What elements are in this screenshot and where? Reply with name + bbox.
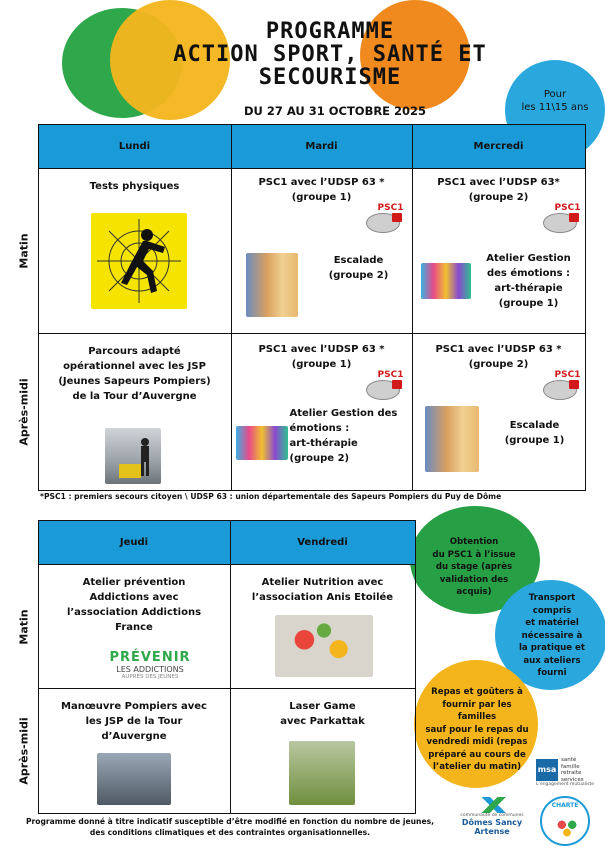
charte-label: CHARTE [551, 802, 579, 809]
day-header-mercredi: Mercredi [412, 125, 585, 169]
psc1-badge-text: PSC1 [554, 203, 581, 213]
row-label-apres-midi [10, 334, 38, 491]
mountain-icon [472, 797, 512, 813]
row-label-text: Matin [17, 608, 31, 645]
psc1-badge-icon [539, 201, 581, 237]
info-bubble-meals: Repas et goûters à fournir par les familles sauf pour le repas du vendredi midi (repas préparé au cours de l’atelier du matin) [425, 687, 529, 772]
jsp-training-image [105, 428, 161, 484]
activity-label: Atelier Nutrition avec l’association Anis Etoilée [251, 577, 394, 603]
row-label-text: Après-midi [17, 717, 31, 785]
activity-label: Laser Game avec Parkattak [280, 701, 365, 727]
activity-label: Atelier Gestion des émotions : art-thérapie (groupe 1) [486, 253, 571, 309]
disclaimer: Programme donné à titre indicatif susceptible d’être modifié en fonction du nombre de jeunes, des conditions climatiques et des contraintes organisationnelles. [25, 817, 435, 837]
laser-game-image [289, 741, 355, 805]
day-header-vendredi: Vendredi [230, 521, 415, 565]
msa-logo [536, 757, 600, 787]
row-label-text: Après-midi [17, 378, 31, 446]
logo-name: Dômes Sancy Artense [461, 818, 523, 836]
logo-line: AUPRÈS DES JEUNES [121, 674, 179, 680]
cell-mercredi-apres-midi [412, 334, 585, 491]
cell-vendredi-apres-midi [230, 689, 415, 814]
page-title: PROGRAMME ACTION SPORT, SANTÉ ET SECOURISME [173, 19, 487, 90]
day-header-mardi: Mardi [231, 125, 412, 169]
info-bubble-transport: Transport compris et matériel nécessaire à la pratique et aux ateliers fourni [518, 593, 585, 678]
schedule-table-week1 [10, 124, 586, 491]
msa-mark: msa [536, 759, 558, 781]
corner-empty [10, 521, 38, 565]
activity-label: Manœuvre Pompiers avec les JSP de la Tour d’Auvergne [61, 701, 207, 742]
audience-label: Pour les 11\15 ans [521, 89, 589, 113]
psc1-badge-icon [362, 201, 404, 237]
row-label-apres-midi [10, 689, 38, 814]
cell-mercredi-matin [412, 169, 585, 334]
nutrition-food-image [275, 615, 373, 677]
people-icon [554, 816, 580, 838]
domes-sancy-artense-logo [444, 797, 540, 836]
msa-text: santé famille retraite services [561, 757, 584, 783]
date-range: DU 27 AU 31 OCTOBRE 2025 [243, 104, 427, 118]
activity-label: PSC1 avec l’UDSP 63 * (groupe 1) [258, 177, 385, 203]
activity-label: Tests physiques [89, 181, 180, 192]
prevenir-addictions-logo [100, 650, 200, 680]
cell-jeudi-apres-midi [38, 689, 230, 814]
cell-lundi-apres-midi [38, 334, 231, 491]
logo-line: PRÉVENIR [109, 650, 191, 665]
day-header-jeudi: Jeudi [38, 521, 230, 565]
firefighter-maneuver-image [97, 753, 171, 805]
psc1-badge-icon [539, 368, 581, 404]
psc1-badge-icon [362, 368, 404, 404]
msa-tagline: L’engagement mutualiste [536, 782, 594, 787]
corner-empty [10, 125, 38, 169]
cell-mardi-apres-midi [231, 334, 412, 491]
running-figure-image [91, 213, 187, 309]
activity-label: Atelier Gestion des émotions : art-thérapie (groupe 2) [289, 408, 398, 464]
logo-line: LES ADDICTIONS [116, 665, 184, 674]
logo-subtitle: communauté de communes [460, 813, 524, 818]
cell-lundi-matin [38, 169, 231, 334]
cell-vendredi-matin [230, 565, 415, 689]
schedule-table-week2 [10, 520, 416, 814]
row-label-matin [10, 169, 38, 334]
activity-label: Parcours adapté opérationnel avec les JSP (Jeunes Sapeurs Pompiers) de la Tour d’Auvergne [58, 346, 211, 402]
climbing-wall-image [246, 253, 298, 317]
charte-logo [540, 796, 590, 846]
psc1-badge-text: PSC1 [377, 370, 404, 380]
activity-label: Escalade (groupe 1) [504, 420, 565, 446]
art-therapy-image [421, 263, 471, 299]
psc1-badge-text: PSC1 [377, 203, 404, 213]
activity-label: Escalade (groupe 2) [328, 255, 389, 281]
day-header-lundi: Lundi [38, 125, 231, 169]
row-label-text: Matin [17, 233, 31, 269]
info-bubble-psc1: Obtention du PSC1 à l’issue du stage (après validation des acquis) [432, 537, 516, 597]
activity-label: PSC1 avec l’UDSP 63 * (groupe 2) [435, 344, 562, 370]
activity-label: PSC1 avec l’UDSP 63 * (groupe 1) [258, 344, 385, 370]
art-therapy-image [236, 426, 288, 460]
activity-label: Atelier prévention Addictions avec l’association Addictions France [66, 577, 202, 633]
climbing-wall-image [425, 406, 479, 472]
footnote: *PSC1 : premiers secours citoyen \ UDSP 63 : union départementale des Sapeurs Pompiers du Puy de Dôme [40, 492, 502, 501]
cell-mardi-matin [231, 169, 412, 334]
row-label-matin [10, 565, 38, 689]
psc1-badge-text: PSC1 [554, 370, 581, 380]
activity-label: PSC1 avec l’UDSP 63* (groupe 2) [437, 177, 560, 203]
